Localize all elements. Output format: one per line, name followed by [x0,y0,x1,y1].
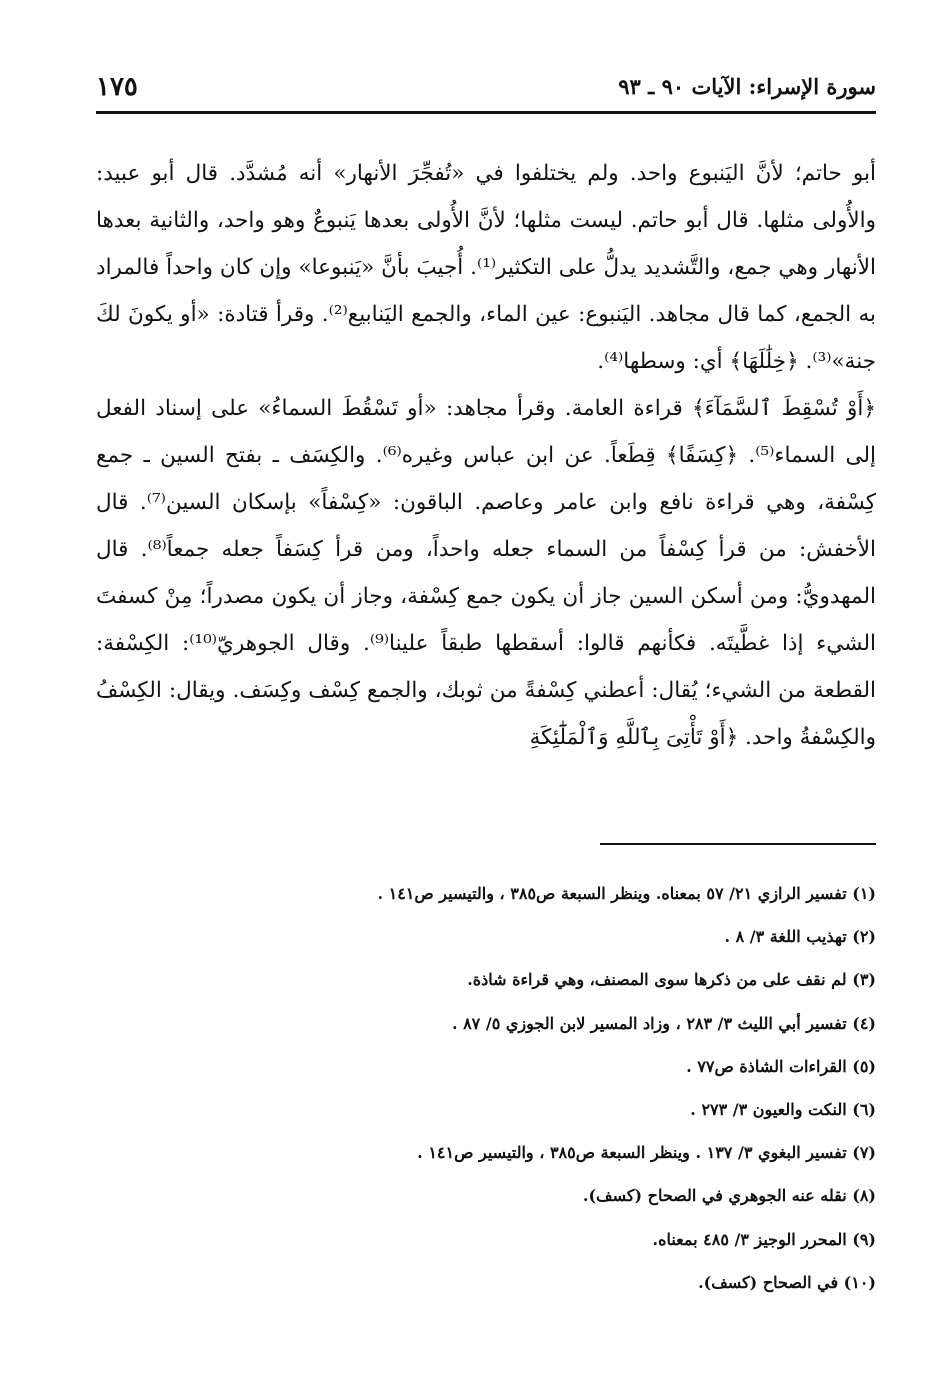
header-rule [96,111,876,114]
footnote: (٨) نقله عنه الجوهري في الصحاح (كسف). [582,1186,876,1206]
footnote: (٤) تفسير أبي الليث ٣/ ٢٨٣ ، وزاد المسير لابن الجوزي ٥/ ٨٧ . [451,1013,876,1033]
footnote: (٩) المحرر الوجيز ٣/ ٤٨٥ بمعناه. [652,1229,876,1249]
page-header [96,68,876,108]
footnote: (٦) النكت والعيون ٣/ ٢٧٣ . [690,1100,876,1120]
main-text [96,150,876,761]
page-number: ١٧٥ [96,72,138,102]
paragraph: أبو حاتم؛ لأنَّ اليَنبوع واحد. ولم يختلفوا في «تُفجِّرَ الأنهار» أنه مُشدَّد. قال أبو عبيد: والأُولى مثلها. قال أبو حاتم. ليست مثلها؛ لأنَّ الأُولى بعدها يَنبوعٌ وهو واحد، والثانية بعدها الأنهار وهي جمع، والتَّشديد يدلُّ على التكثير⁽¹⁾. أُجيبَ بأنَّ «يَنبوعا» وإن كان واحداً فالمراد به الجمع، كما قال مجاهد. اليَنبوع: عين الماء، والجمع اليَنابيع⁽²⁾. وقرأ قتادة: «أو يكونَ لكَ جنة»⁽³⁾. ﴿خِلَٰلَهَا﴾ أي: وسطها⁽⁴⁾. [96,161,877,374]
footnote: (٣) لم نقف على من ذكرها سوى المصنف، وهي قراءة شاذة. [467,970,876,990]
footnote-separator [600,843,876,845]
running-title: سورة الإسراء: الآيات ٩٠ ـ ٩٣ [618,74,876,99]
footnote: (٧) تفسير البغوي ٣/ ١٣٧ . وينظر السبعة ص٣٨٥ ، والتيسير ص١٤١ . [417,1143,876,1163]
footnote: (١) تفسير الرازي ٢١/ ٥٧ بمعناه. وينظر السبعة ص٣٨٥ ، والتيسير ص١٤١ . [377,884,876,903]
footnote: (٢) تهذيب اللغة ٣/ ٨ . [724,927,876,947]
footnotes [96,872,876,1304]
paragraph: ﴿أَوْ تُسْقِطَ ٱلسَّمَآءَ﴾ قراءة العامة. وقرأ مجاهد: «أو تَسْقُطَ السماءُ» على إسناد الفعل إلى السماء⁽⁵⁾. ﴿كِسَفًا﴾ قِطَعاً. عن ابن عباس وغيره⁽⁶⁾. والكِسَف ـ بفتح السين ـ جمع كِسْفة، وهي قراءة نافع وابن عامر وعاصم. الباقون: «كِسْفاً» بإسكان السين⁽⁷⁾. قال الأخفش: من قرأ كِسْفاً من السماء جعله واحداً، ومن قرأ كِسَفاً جعله جمعاً⁽⁸⁾. قال المهدويُّ: ومن أسكن السين جاز أن يكون جمع كِسْفة، وجاز أن يكون مصدراً؛ مِنْ كسفتَ الشيء إذا غطَّيتَه. فكأنهم قالوا: أسقطها طبقاً علينا⁽⁹⁾. وقال الجوهريّ⁽¹⁰⁾: الكِسْفة: القطعة من الشيء؛ يُقال: أعطني كِسْفةً من ثوبك، والجمع كِسْف وكِسَف. ويقال: الكِسْفُ والكِسْفةُ واحد. ﴿أَوْ تَأْتِىَ بِٱللَّهِ وَٱلْمَلَٰٓئِكَةِ [96,396,877,750]
footnote: (٥) القراءات الشاذة ص٧٧ . [686,1056,876,1076]
footnote: (١٠) في الصحاح (كسف). [698,1272,876,1292]
